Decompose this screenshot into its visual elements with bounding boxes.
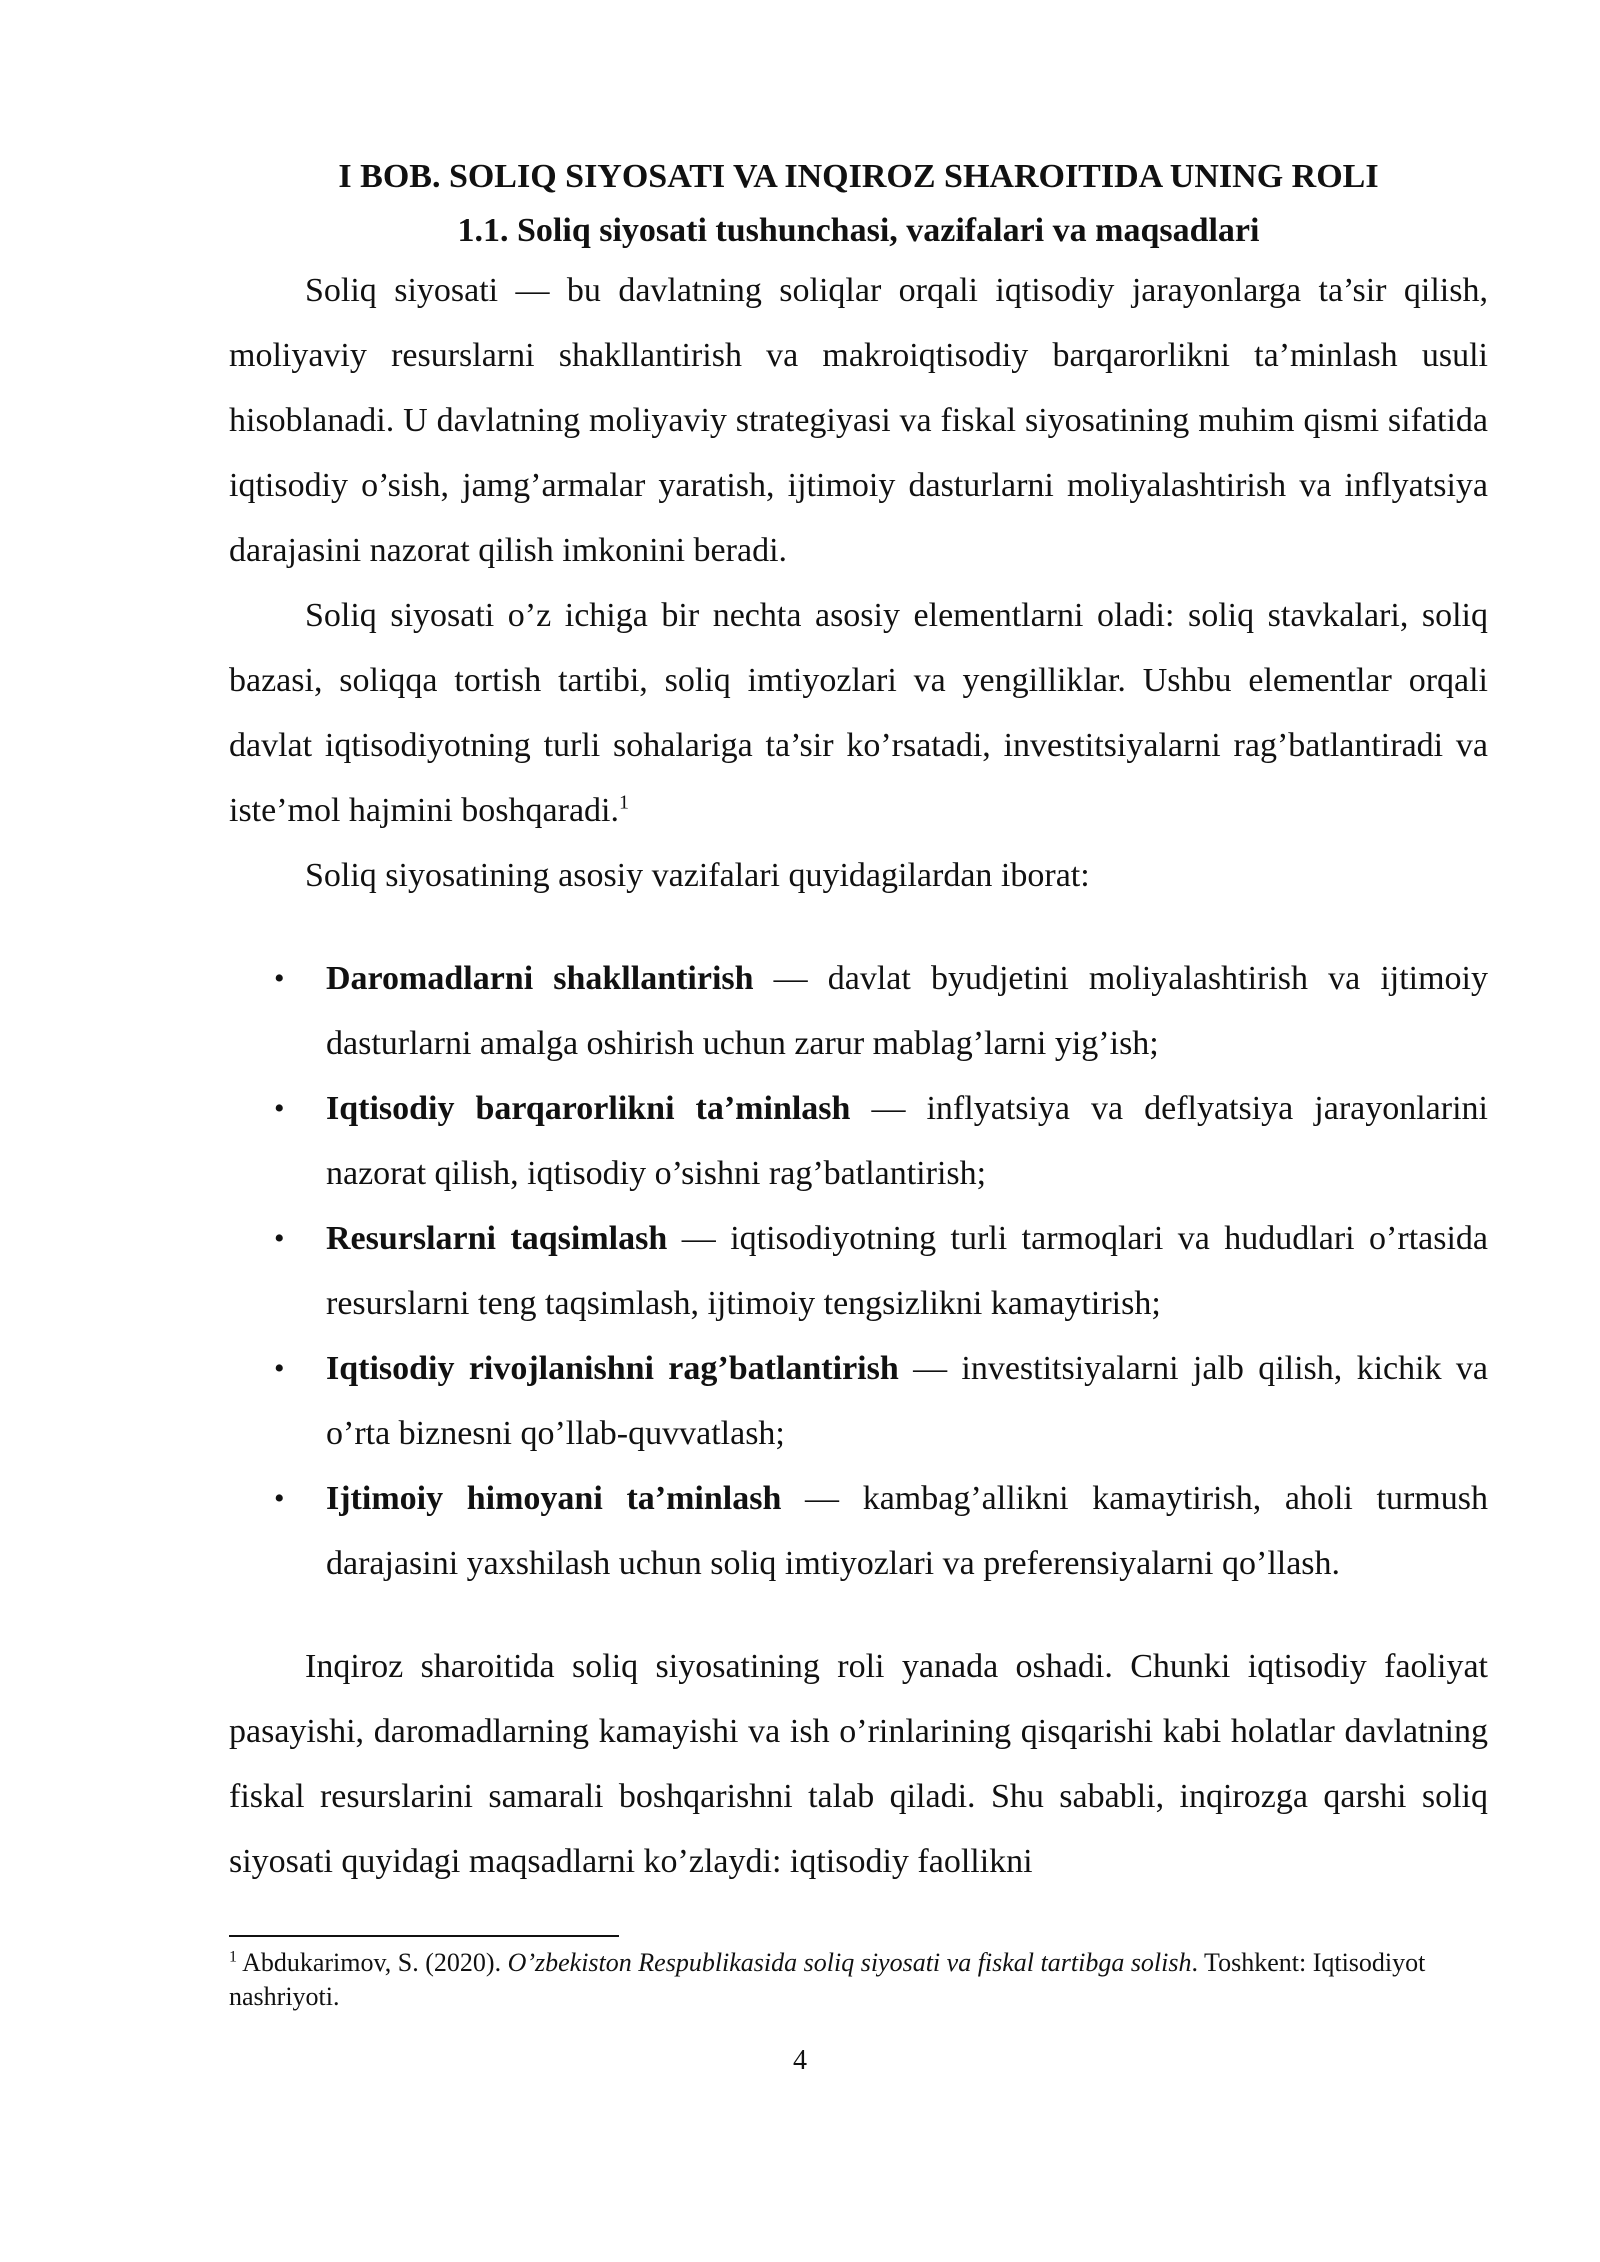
task-text: — davlat byudjetini moliyalashtirish va ijtimoiy dasturlarni amalga oshirish uchun zarur mablag’larni yig’ish;: [326, 960, 1489, 1062]
list-item: [229, 1336, 1488, 1466]
paragraph-tasks-intro: Soliq siyosatining asosiy vazifalari quyidagilardan iborat:: [305, 857, 1090, 894]
footnote-number: 1: [229, 1948, 237, 1966]
task-text: — inflyatsiya va deflyatsiya jarayonlarini nazorat qilish, iqtisodiy o’sishni rag’batlantirish;: [326, 1090, 1488, 1192]
footnote: [229, 1946, 1488, 2014]
page-body: [229, 150, 1488, 1894]
list-item: [229, 1206, 1488, 1336]
list-item: [229, 1466, 1488, 1596]
footnote-author: Abdukarimov, S. (2020).: [237, 1948, 508, 1977]
task-text: — investitsiyalarni jalb qilish, kichik va o’rta biznesni qo’llab-quvvatlash;: [326, 1350, 1488, 1452]
page-number: 4: [793, 2045, 807, 2076]
bullet-icon: •: [274, 1482, 285, 1515]
section-title: 1.1. Soliq siyosati tushunchasi, vazifalari va maqsadlari: [457, 212, 1260, 249]
task-text: — iqtisodiyotning turli tarmoqlari va hududlari o’rtasida resurslarni teng taqsimlash, ijtimoiy tengsizlikni kamaytirish;: [326, 1220, 1488, 1322]
task-text: — kambag’allikni kamaytirish, aholi turmush darajasini yaxshilash uchun soliq imtiyozlari va preferensiyalarni qo’llash.: [326, 1480, 1488, 1582]
bullet-icon: •: [274, 1222, 285, 1255]
list-item: [229, 946, 1488, 1076]
footnote-publisher: . Toshkent: Iqtisodiyot nashriyoti.: [229, 1948, 1426, 2011]
paragraph-definition: Soliq siyosati — bu davlatning soliqlar orqali iqtisodiy jarayonlarga ta’sir qilish, moliyaviy resurslarni shakllantirish va makroiqtisodiy barqarorlikni ta’minlash usuli hisoblanadi. U davlatning moliyaviy strategiyasi va fiskal siyosatining muhim qismi sifatida iqtisodiy o’sish, jamg’armalar yaratish, ijtimoiy dasturlarni moliyalashtirish va inflyatsiya darajasini nazorat qilish imkonini beradi.: [229, 272, 1488, 569]
bullet-icon: •: [274, 1352, 285, 1385]
footnote-reference[interactable]: 1: [619, 791, 629, 814]
list-item: [229, 1076, 1488, 1206]
task-term: Iqtisodiy barqarorlikni ta’minlash: [326, 1090, 851, 1127]
task-term: Resurslarni taqsimlash: [326, 1220, 668, 1257]
footnote-title: O’zbekiston Respublikasida soliq siyosati va fiskal tartibga solish: [507, 1948, 1192, 1977]
task-term: Iqtisodiy rivojlanishni rag’batlantirish: [326, 1350, 899, 1387]
footnote-separator: [229, 1935, 619, 1937]
paragraph-crisis: Inqiroz sharoitida soliq siyosatining roli yanada oshadi. Chunki iqtisodiy faoliyat pasayishi, daromadlarning kamayishi va ish o’rinlarining qisqarishi kabi holatlar davlatning fiskal resurslarini samarali boshqarishni talab qiladi. Shu sababli, inqirozga qarshi soliq siyosati quyidagi maqsadlarni ko’zlaydi: iqtisodiy faollikni: [229, 1648, 1488, 1880]
tasks-list: [229, 946, 1488, 1596]
chapter-title: I BOB. SOLIQ SIYOSATI VA INQIROZ SHAROITIDA UNING ROLI: [338, 158, 1379, 195]
bullet-icon: •: [274, 1092, 285, 1125]
paragraph-elements-text: Soliq siyosati o’z ichiga bir nechta asosiy elementlarni oladi: soliq stavkalari, soliq bazasi, soliqqa tortish tartibi, soliq imtiyozlari va yengilliklar. Ushbu elementlar orqali davlat iqtisodiyotning turli sohalariga ta’sir ko’rsatadi, investitsiyalarni rag’batlantiradi va iste’mol hajmini boshqaradi.: [229, 597, 1488, 829]
task-term: Ijtimoiy himoyani ta’minlash: [326, 1480, 782, 1517]
task-term: Daromadlarni shakllantirish: [326, 960, 754, 997]
bullet-icon: •: [274, 962, 285, 995]
paragraph-elements: [229, 583, 1488, 843]
